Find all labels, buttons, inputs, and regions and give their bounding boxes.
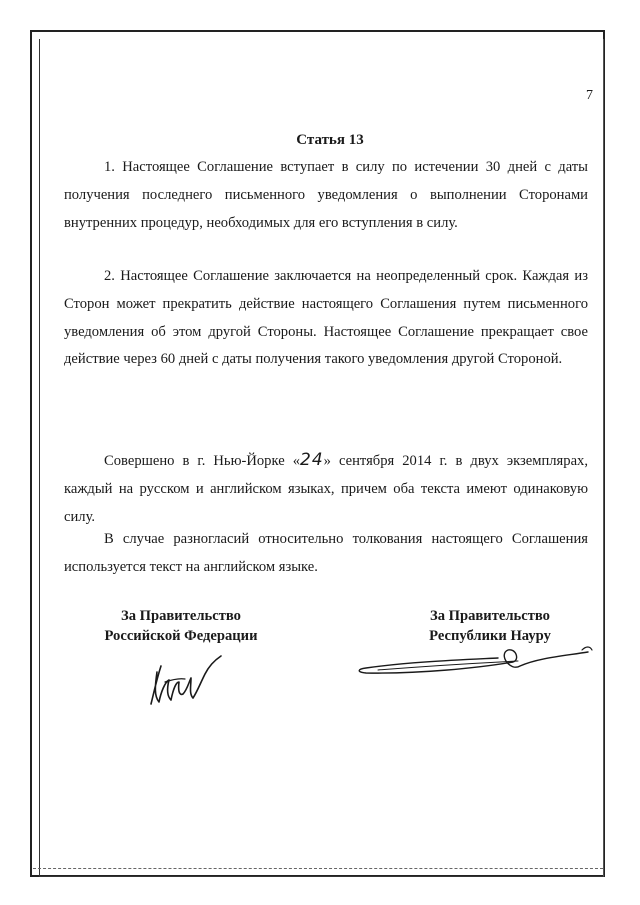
article-paragraph-1: 1. Настоящее Соглашение вступает в силу по истечении 30 дней с даты получения последнего письменного уведомления о выполнении Сторонами внутренних процедур, необходимых для его вступления в силу. [64, 159, 588, 231]
done-prefix: Совершено в г. Нью-Йорке « [104, 453, 300, 469]
signatory-nauru-line1: За Правительство [430, 608, 550, 624]
article-paragraph-2: 2. Настоящее Соглашение заключается на неопределенный срок. Каждая из Сторон может прекратить действие настоящего Соглашения путем письменного уведомления об этом другой Стороны. Настоящее Соглашение прекращает свое действие через 60 дней с даты получения такого уведомления другой Стороной. [64, 268, 588, 368]
signature-nauru [348, 636, 596, 682]
handwritten-day: 24 [300, 450, 324, 470]
discrepancy-paragraph: В случае разногласий относительно толкования настоящего Соглашения используется текст на английском языке. [64, 531, 588, 575]
signatory-russia-line2: Российской Федерации [104, 628, 258, 644]
signatory-nauru-line2: Республики Науру [429, 628, 551, 644]
signatory-russia-line1: За Правительство [121, 608, 241, 624]
article-title: Статья 13 [296, 132, 364, 148]
done-suffix: » сентября 2014 г. в двух экземплярах, каждый на русском и английском языках, причем оба текста имеют одинаковую силу. [64, 453, 588, 525]
page-border-rule [33, 868, 603, 869]
page-number: 7 [586, 88, 593, 103]
closing-done-paragraph [64, 447, 588, 531]
signature-russia [145, 652, 230, 712]
signatory-russia [86, 606, 276, 646]
